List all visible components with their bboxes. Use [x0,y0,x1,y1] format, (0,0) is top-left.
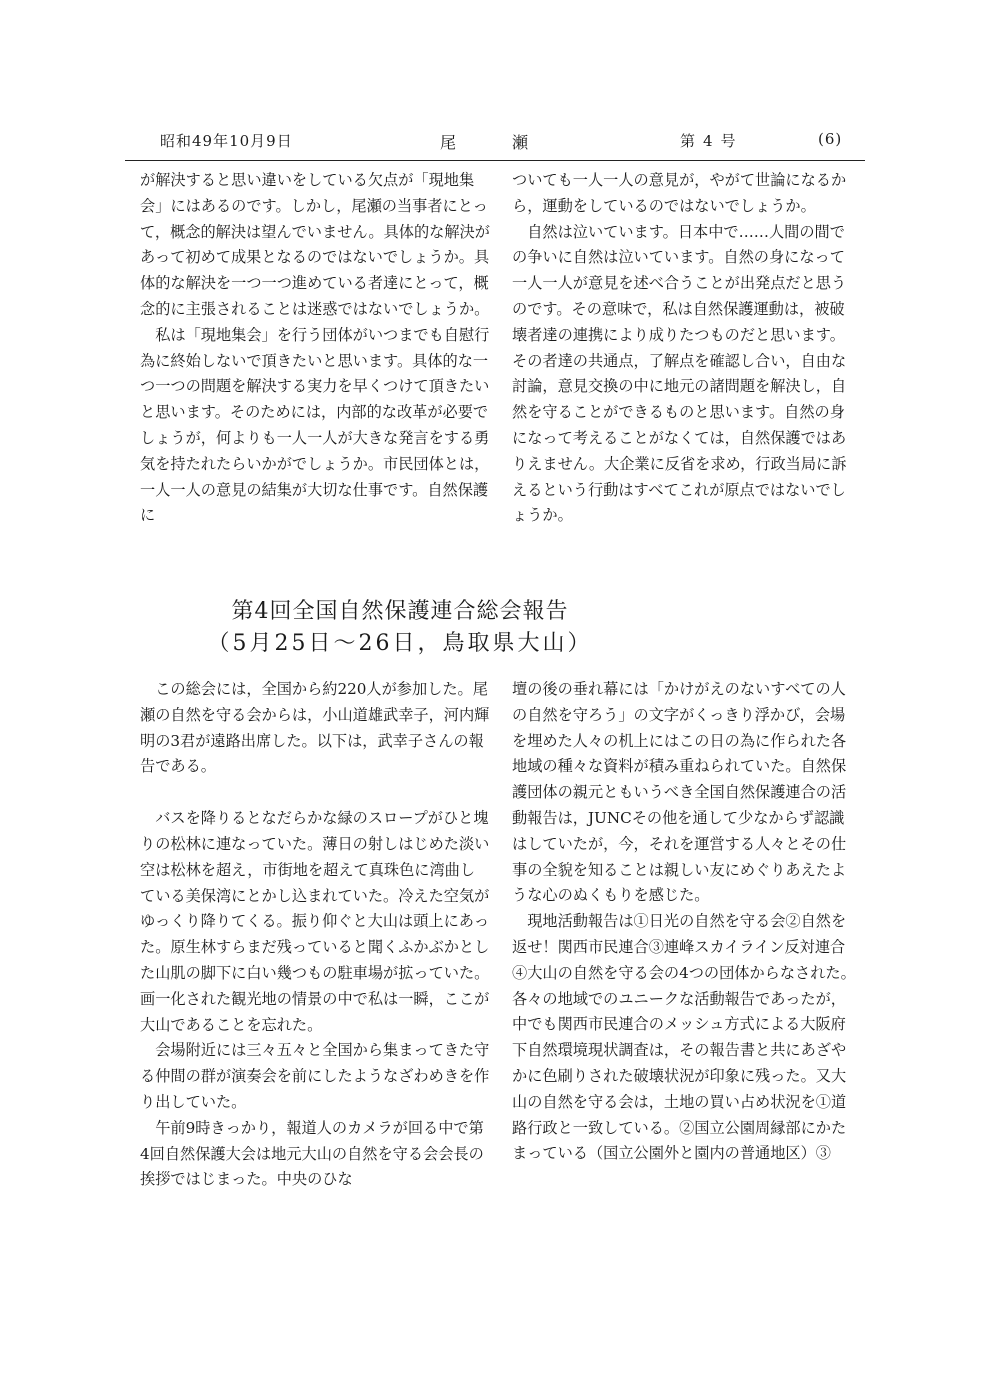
top-right-column [512,168,857,529]
article-subtitle: （5月25日～26日，鳥取県大山） [207,631,593,656]
issue-number: 第4号 [680,132,744,150]
paragraph: ついても一人一人の意見が，やがて世論になるから，運動をしているのではないでしょうか。 [512,171,847,215]
page-header [150,130,865,156]
paragraph: 自然は泣いています。日本中で……人間の間での争いに自然は泣いています。自然の身になって一人一人が意見を述べ合うことが出発点だと思うのです。その意味で，私は自然保護運動は，被破壊者達の連携により成りたつものだと思います。その者達の共通点，了解点を確認し合い，自由な討論，意見交換の中に地元の諸問題を解決し，自然を守ることができるものと思います。自然の身になって考えることがなくては，自然保護ではありえません。大企業に反省を求め，行政当局に訴えるという行動はすべてこれが原点ではないでしょうか。 [512,222,847,525]
header-rule [125,160,865,161]
paragraph: この総会には，全国から約220人が参加した。尾瀬の自然を守る会からは，小山道雄武幸子，河内輝明の3君が遠路出席した。以下は，武幸子さんの報告である。 [140,680,490,776]
article-heading [170,596,630,660]
paragraph: 現地活動報告は①日光の自然を守る会②自然を返せ！関西市民連合③連峰スカイライン反対連合④大山の自然を守る会の4つの団体からなされた。各々の地域でのユニークな活動報告であったが，中でも関西市民連合のメッシュ方式による大阪府下自然環境現状調査は，その報告書と共にあざやかに色刷りされた破壊状況が印象に残った。又大山の自然を守る会は，土地の買い占め状況を①道路行政と一致している。②国立公園周縁部にかたまっている（国立公園外と園内の普通地区）③ [512,912,856,1163]
issue-date: 昭和49年10月9日 [160,132,293,150]
paragraph: 午前9時きっかり，報道人のカメラが回る中で第4回自然保護大会は地元大山の自然を守る会会長の挨拶ではじまった。中央のひな [140,1118,484,1189]
paragraph: バスを降りるとなだらかな緑のスロープがひと塊りの松林に連なっていた。薄日の射しはじめた淡い空は松林を超え，市街地を超えて真珠色に湾曲している美保湾にとかし込まれていた。冷えた空気がゆっくり降りてくる。振り仰ぐと大山は頭上にあった。原生林すらまだ残っていると聞くふかぶかとした山肌の脚下に白い幾つもの駐車場が拡っていた。画一化された観光地の情景の中で私は一瞬，ここが大山であることを忘れた。 [140,809,490,1034]
top-left-column [140,168,490,529]
bottom-right-column [512,677,857,1167]
paragraph: 会場附近には三々五々と全国から集まってきた守る仲間の群が演奏会を前にしたようなざわめきを作り出していた。 [140,1041,490,1111]
paragraph: が解決すると思い違いをしている欠点が「現地集会」にはあるのです。しかし，尾瀬の当事者にとって，概念的解決は望んでいません。具体的な解決があって初めて成果となるのではないでしょうか。具体的な解決を一つ一つ進めている者達にとって，概念的に主張されることは迷惑ではないでしょうか。 [140,171,490,318]
paragraph: 壇の後の垂れ幕には「かけがえのないすべての人の自然を守ろう」の文字がくっきり浮かび，会場を埋めた人々の机上にはこの日の為に作られた各地域の種々な資料が積み重ねられていた。自然保護団体の親元ともいうべき全国自然保護連合の活動報告は，JUNCその他を通して少なからず認識はしていたが，今，それを運営する人々とその仕事の全貌を知ることは親しい友にめぐりあえたような心のぬくもりを感じた。 [512,680,847,905]
paragraph-gap [140,780,490,806]
page-number: (6) [818,130,843,148]
article-title: 第4回全国自然保護連合総会報告 [231,599,569,624]
bottom-left-column [140,677,490,1193]
paragraph: 私は「現地集会」を行う団体がいつまでも自慰行為に終始しないで頂きたいと思います。具体的な一つ一つの問題を解決する実力を早くつけて頂きたいと思います。そのためには，内部的な改革が必要でしょうが，何よりも一人一人が大きな発言をする勇気を持たれたらいかがでしょうか。市民団体とは，一人一人の意見の結集が大切な仕事です。自然保護に [140,325,490,525]
publication-name: 尾瀬 [440,133,585,152]
